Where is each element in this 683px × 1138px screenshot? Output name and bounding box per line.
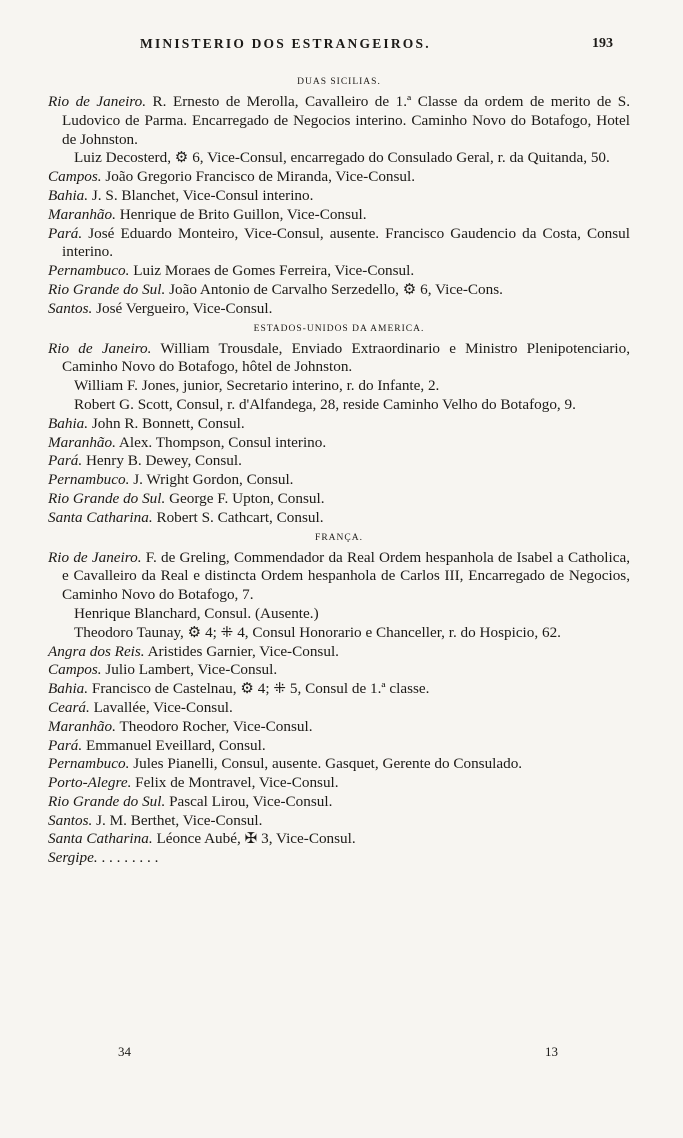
consulate-section	[48, 74, 630, 319]
directory-entry	[48, 605, 630, 624]
entry-text: Jules Pianelli, Consul, ausente. Gasquet, Gerente do Consulado.	[133, 755, 523, 773]
entry-text: Julio Lambert, Vice-Consul.	[105, 661, 278, 679]
page-header	[0, 36, 683, 58]
entry-text: Henrique Blanchard, Consul. (Ausente.)	[74, 604, 319, 622]
entry-text: William Trousdale, Enviado Extraordinario e Ministro Plenipotenciario, Caminho Novo do Botafogo, hôtel de Johnston.	[62, 339, 630, 376]
directory-entry	[48, 680, 630, 699]
directory-entry	[48, 340, 630, 378]
entry-place: Rio de Janeiro.	[48, 339, 152, 357]
entry-text: Alex. Thompson, Consul interino.	[118, 433, 327, 451]
entry-place: Bahia.	[48, 414, 89, 432]
signature-mark-left: 34	[118, 1044, 131, 1059]
entry-text: João Gregorio Francisco de Miranda, Vice-Consul.	[105, 168, 416, 186]
entry-place: Santa Catharina.	[48, 830, 153, 848]
entry-text: Francisco de Castelnau, ⚙ 4; ⁜ 5, Consul de 1.ª classe.	[91, 680, 430, 698]
entry-place: Rio Grande do Sul.	[48, 280, 166, 298]
entry-text: F. de Greling, Commendador da Real Ordem hespanhola de Isabel a Catholica, e Cavalleiro da Real e distincta Ordem hespanhola de Carlos III, Encarregado de Negocios, Caminho Novo do Botafogo, 7.	[62, 548, 631, 604]
entry-place: Pernambuco.	[48, 262, 130, 280]
entry-text: Henry B. Dewey, Consul.	[85, 452, 242, 470]
entry-text: Robert G. Scott, Consul, r. d'Alfandega, 28, reside Caminho Velho do Botafogo, 9.	[74, 395, 576, 413]
consulate-section	[48, 530, 630, 869]
entry-place: Pernambuco.	[48, 471, 130, 489]
entry-place: Pará.	[48, 452, 83, 470]
directory-entry	[48, 509, 630, 528]
directory-entry	[48, 415, 630, 434]
entry-place: Santa Catharina.	[48, 508, 153, 526]
entry-place: Rio Grande do Sul.	[48, 792, 166, 810]
directory-entry	[48, 699, 630, 718]
directory-entry	[48, 396, 630, 415]
section-heading: DUAS SICILIAS.	[297, 77, 381, 87]
entry-place: Rio de Janeiro.	[48, 548, 142, 566]
directory-entry	[48, 718, 630, 737]
directory-entry	[48, 793, 630, 812]
entry-text: Pascal Lirou, Vice-Consul.	[169, 792, 333, 810]
entry-text: J. Wright Gordon, Consul.	[133, 471, 294, 489]
entry-place: Porto-Alegre.	[48, 774, 132, 792]
entry-text: José Eduardo Monteiro, Vice-Consul, ausente. Francisco Gaudencio da Costa, Consul interino.	[62, 224, 630, 261]
entry-text: Felix de Montravel, Vice-Consul.	[135, 774, 339, 792]
section-heading: ESTADOS-UNIDOS DA AMERICA.	[253, 323, 425, 334]
entry-text: Luiz Moraes de Gomes Ferreira, Vice-Consul.	[133, 262, 415, 280]
entry-place: Ceará.	[48, 698, 90, 716]
entry-text: Lavallée, Vice-Consul.	[93, 698, 233, 716]
directory-entry	[48, 168, 630, 187]
directory-entry	[48, 225, 630, 263]
entry-place: Sergipe.	[48, 849, 98, 867]
entry-place: Campos.	[48, 168, 102, 186]
entry-place: Rio Grande do Sul.	[48, 489, 166, 507]
entry-text: Robert S. Cathcart, Consul.	[156, 508, 324, 526]
directory-content	[48, 72, 630, 868]
directory-entry	[48, 471, 630, 490]
page-footer	[0, 1044, 683, 1064]
entry-place: Pará.	[48, 736, 83, 754]
entry-place: Campos.	[48, 661, 102, 679]
directory-entry	[48, 93, 630, 149]
entry-place: Bahia.	[48, 186, 89, 204]
entry-text: . . . . . . . .	[101, 849, 159, 867]
entry-text: William F. Jones, junior, Secretario interino, r. do Infante, 2.	[74, 377, 440, 395]
directory-entry	[48, 812, 630, 831]
entry-place: Pará.	[48, 224, 83, 242]
running-title: MINISTERIO DOS ESTRANGEIROS.	[140, 36, 431, 51]
page-number: 193	[592, 36, 613, 51]
entry-place: Rio de Janeiro.	[48, 93, 147, 110]
directory-entry	[48, 737, 630, 756]
entry-text: José Vergueiro, Vice-Consul.	[96, 299, 273, 317]
directory-entry	[48, 300, 630, 319]
section-heading: FRANÇA.	[315, 532, 363, 543]
directory-entry	[48, 849, 630, 868]
directory-entry	[48, 262, 630, 281]
entry-place: Bahia.	[48, 680, 89, 698]
entry-text: George F. Upton, Consul.	[169, 489, 325, 507]
entry-text: J. S. Blanchet, Vice-Consul interino.	[91, 186, 314, 204]
entry-text: Aristides Garnier, Vice-Consul.	[147, 642, 339, 660]
directory-entry	[48, 661, 630, 680]
entry-place: Santos.	[48, 299, 93, 317]
directory-entry	[48, 452, 630, 471]
directory-entry	[48, 830, 630, 849]
entry-text: João Antonio de Carvalho Serzedello, ⚙ 6, Vice-Cons.	[169, 280, 503, 298]
directory-entry	[48, 281, 630, 300]
entry-text: Léonce Aubé, ✠ 3, Vice-Consul.	[156, 830, 356, 848]
entry-text: J. M. Berthet, Vice-Consul.	[96, 811, 263, 829]
entry-place: Santos.	[48, 811, 93, 829]
entry-text: Emmanuel Eveillard, Consul.	[85, 736, 266, 754]
consulate-section	[48, 321, 630, 528]
directory-entry	[48, 377, 630, 396]
directory-entry	[48, 774, 630, 793]
directory-entry	[48, 643, 630, 662]
directory-entry	[48, 187, 630, 206]
directory-entry	[48, 206, 630, 225]
signature-mark-right: 13	[545, 1044, 558, 1059]
entry-place: Maranhão.	[48, 205, 116, 223]
directory-entry	[48, 755, 630, 774]
entry-place: Maranhão.	[48, 433, 116, 451]
directory-entry	[48, 434, 630, 453]
entry-place: Angra dos Reis.	[48, 642, 145, 660]
entry-text: Luiz Decosterd, ⚙ 6, Vice-Consul, encarregado do Consulado Geral, r. da Quitanda, 50.	[74, 149, 610, 167]
entry-place: Maranhão.	[48, 717, 116, 735]
entry-text: John R. Bonnett, Consul.	[91, 414, 245, 432]
directory-entry	[48, 490, 630, 509]
entry-place: Pernambuco.	[48, 755, 130, 773]
entry-text: R. Ernesto de Merolla, Cavalleiro de 1.ª Classe da ordem de merito de S. Ludovico de Parma. Encarregado de Negocios interino. Caminho Novo do Botafogo, Hotel de Johnston.	[62, 93, 631, 148]
entry-text: Henrique de Brito Guillon, Vice-Consul.	[119, 205, 367, 223]
entry-text: Theodoro Taunay, ⚙ 4; ⁜ 4, Consul Honorario e Chanceller, r. do Hospicio, 62.	[74, 623, 561, 641]
directory-entry	[48, 549, 630, 605]
directory-entry	[48, 624, 630, 643]
entry-text: Theodoro Rocher, Vice-Consul.	[119, 717, 313, 735]
directory-entry	[48, 149, 630, 168]
